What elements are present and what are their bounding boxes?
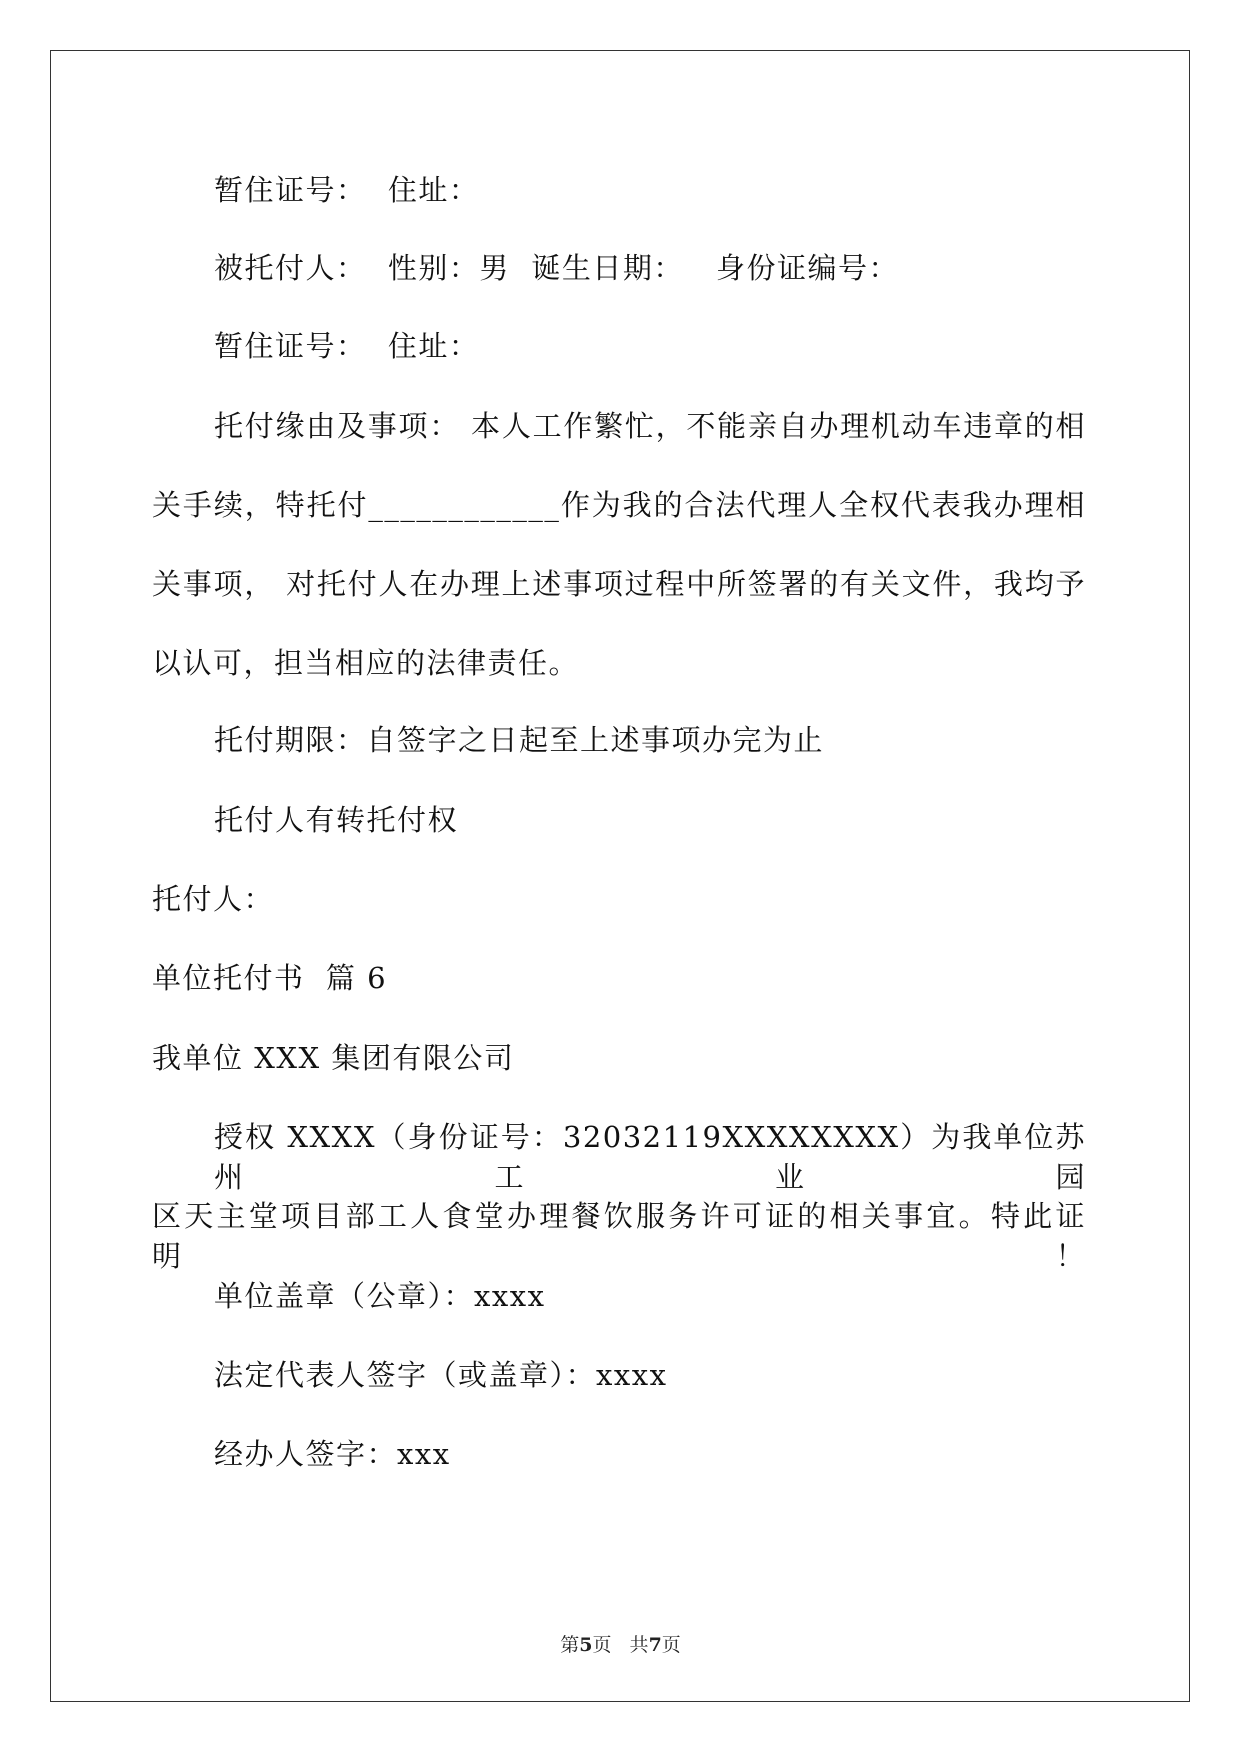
entruster-signature-line: 托付人： xyxy=(152,882,275,916)
section-heading: 单位托付书 篇 6 xyxy=(152,961,388,995)
reason-paragraph-line-4: 以认可，担当相应的法律责任。 xyxy=(152,646,580,680)
page-footer xyxy=(0,1633,1241,1657)
legal-representative-line: 法定代表人签字（或盖章）：xxxx xyxy=(214,1358,668,1392)
reason-paragraph-line-1: 托付缘由及事项： 本人工作繁忙，不能亲自办理机动车违章的相 xyxy=(214,409,1086,443)
entrusted-person-line: 被托付人： 性别：男 诞生日期： 身份证编号： xyxy=(214,251,900,285)
handler-signature-line: 经办人签字：xxx xyxy=(214,1437,451,1471)
entrust-period-line: 托付期限：自签字之日起至上述事项办完为止 xyxy=(214,723,825,757)
footer-middle: 页 共 xyxy=(592,1634,649,1656)
temp-residence-and-address-line-2: 暂住证号： 住址： xyxy=(214,329,480,363)
sub-entrust-right-line: 托付人有转托付权 xyxy=(214,803,459,837)
footer-suffix: 页 xyxy=(661,1634,681,1656)
authorization-paragraph-line-1: 授权 XXXX（身份证号：32032119XXXXXXXX）为我单位苏州工业园 xyxy=(214,1120,1086,1194)
reason-paragraph-line-2: 关手续，特托付____________作为我的合法代理人全权代表我办理相 xyxy=(152,488,1086,522)
company-line: 我单位 XXX 集团有限公司 xyxy=(152,1041,515,1075)
reason-paragraph-line-3: 关事项， 对托付人在办理上述事项过程中所签署的有关文件，我均予 xyxy=(152,567,1086,601)
current-page-number: 5 xyxy=(579,1634,593,1656)
authorization-paragraph-line-2: 区天主堂项目部工人食堂办理餐饮服务许可证的相关事宜。特此证明！ xyxy=(152,1199,1086,1273)
temp-residence-and-address-line-1: 暂住证号： 住址： xyxy=(214,173,480,207)
total-page-number: 7 xyxy=(648,1634,662,1656)
company-seal-line: 单位盖章（公章）：xxxx xyxy=(214,1279,546,1313)
footer-prefix: 第 xyxy=(560,1634,580,1656)
